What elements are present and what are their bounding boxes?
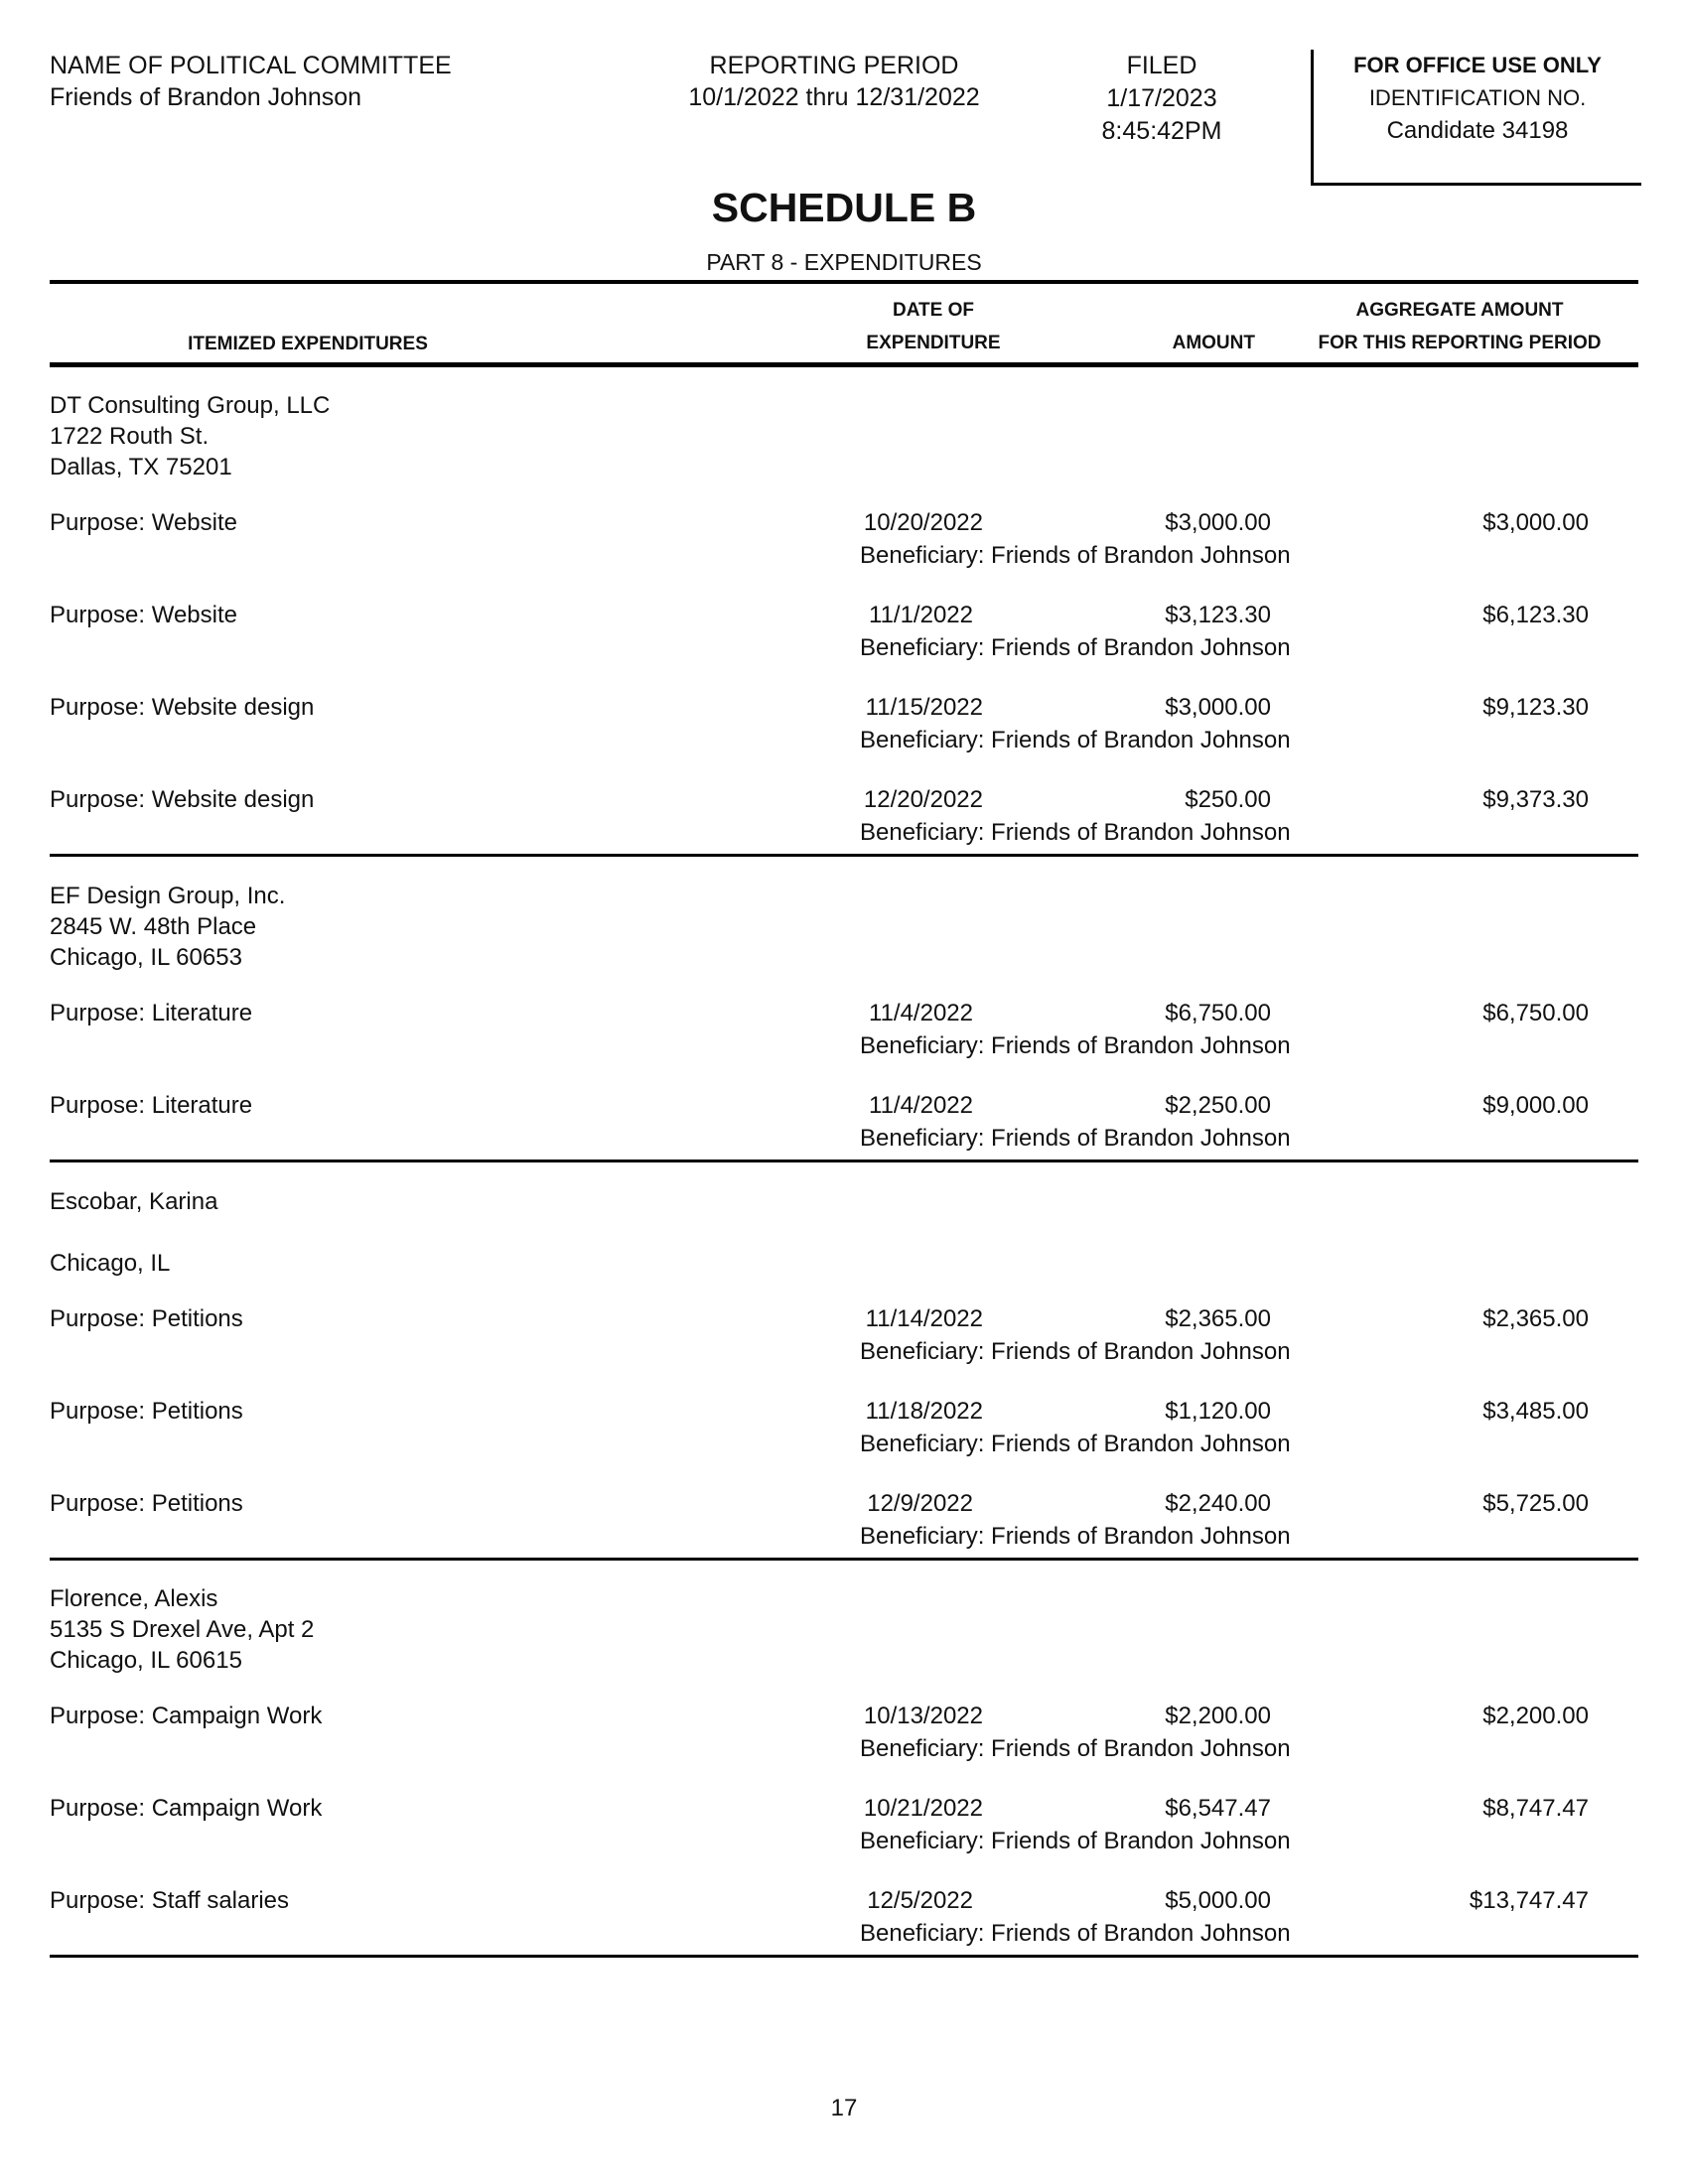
aggregate-amount: $9,000.00 bbox=[1482, 1092, 1589, 1119]
expenditure-date: 10/13/2022 bbox=[863, 1703, 983, 1729]
beneficiary: Beneficiary: Friends of Brandon Johnson bbox=[860, 1431, 1291, 1457]
payee-name: EF Design Group, Inc. bbox=[50, 883, 286, 909]
aggregate-amount: $2,365.00 bbox=[1482, 1305, 1589, 1332]
col-itemized: ITEMIZED EXPENDITURES bbox=[188, 334, 428, 354]
purpose: Purpose: Website bbox=[50, 509, 237, 536]
filed-time: 8:45:42PM bbox=[1101, 117, 1222, 145]
filed-date: 1/17/2023 bbox=[1106, 84, 1217, 112]
purpose: Purpose: Staff salaries bbox=[50, 1887, 290, 1914]
payee-address: 2845 W. 48th Place bbox=[50, 913, 257, 940]
aggregate-amount: $6,123.30 bbox=[1482, 602, 1589, 628]
expenditure-date: 10/20/2022 bbox=[863, 509, 983, 536]
aggregate-amount: $3,485.00 bbox=[1482, 1398, 1589, 1425]
amount: $3,000.00 bbox=[1165, 509, 1271, 536]
payee-address: 1722 Routh St. bbox=[50, 423, 210, 450]
purpose: Purpose: Literature bbox=[50, 1000, 253, 1026]
expenditure-date: 11/4/2022 bbox=[869, 1092, 973, 1119]
aggregate-amount: $13,747.47 bbox=[1469, 1887, 1589, 1914]
purpose: Purpose: Petitions bbox=[50, 1305, 243, 1332]
payee-city: Chicago, IL 60653 bbox=[50, 944, 242, 971]
header-top-rule bbox=[50, 280, 1638, 284]
amount: $3,000.00 bbox=[1165, 694, 1271, 721]
payee-name: DT Consulting Group, LLC bbox=[50, 392, 331, 419]
expenditure-date: 11/18/2022 bbox=[865, 1398, 983, 1425]
purpose: Purpose: Literature bbox=[50, 1092, 253, 1119]
amount: $2,365.00 bbox=[1165, 1305, 1271, 1332]
aggregate-amount: $8,747.47 bbox=[1482, 1795, 1589, 1822]
aggregate-amount: $9,123.30 bbox=[1482, 694, 1589, 721]
page-subtitle: PART 8 - EXPENDITURES bbox=[706, 249, 982, 275]
col-date-line2: EXPENDITURE bbox=[866, 333, 1001, 353]
page-title: SCHEDULE B bbox=[711, 185, 977, 230]
amount: $250.00 bbox=[1185, 786, 1271, 813]
expenditure-date: 11/1/2022 bbox=[869, 602, 973, 628]
amount: $2,200.00 bbox=[1165, 1703, 1271, 1729]
purpose: Purpose: Website design bbox=[50, 694, 315, 721]
payee-name: Escobar, Karina bbox=[50, 1188, 218, 1215]
expenditure-date: 11/14/2022 bbox=[865, 1305, 983, 1332]
purpose: Purpose: Petitions bbox=[50, 1398, 243, 1425]
expenditure-date: 12/5/2022 bbox=[867, 1887, 973, 1914]
amount: $5,000.00 bbox=[1165, 1887, 1271, 1914]
office-use-box bbox=[1311, 50, 1641, 186]
col-aggregate-line2: FOR THIS REPORTING PERIOD bbox=[1318, 333, 1602, 353]
payee-name: Florence, Alexis bbox=[50, 1585, 218, 1612]
beneficiary: Beneficiary: Friends of Brandon Johnson bbox=[860, 634, 1291, 661]
payee-city: Dallas, TX 75201 bbox=[50, 454, 232, 480]
committee-name: Friends of Brandon Johnson bbox=[50, 83, 362, 111]
beneficiary: Beneficiary: Friends of Brandon Johnson bbox=[860, 819, 1291, 846]
id-value: Candidate 34198 bbox=[1386, 117, 1569, 144]
purpose: Purpose: Campaign Work bbox=[50, 1795, 323, 1822]
section-divider bbox=[50, 1558, 1638, 1561]
beneficiary: Beneficiary: Friends of Brandon Johnson bbox=[860, 1828, 1291, 1854]
section-divider bbox=[50, 1160, 1638, 1162]
payee-address: 5135 S Drexel Ave, Apt 2 bbox=[50, 1616, 315, 1643]
beneficiary: Beneficiary: Friends of Brandon Johnson bbox=[860, 1125, 1291, 1152]
expenditure-date: 12/9/2022 bbox=[867, 1490, 973, 1517]
aggregate-amount: $3,000.00 bbox=[1482, 509, 1589, 536]
aggregate-amount: $9,373.30 bbox=[1482, 786, 1589, 813]
header-bottom-rule bbox=[50, 362, 1638, 367]
purpose: Purpose: Website bbox=[50, 602, 237, 628]
expenditure-date: 11/4/2022 bbox=[869, 1000, 973, 1026]
col-aggregate-line1: AGGREGATE AMOUNT bbox=[1355, 300, 1564, 321]
period-value: 10/1/2022 thru 12/31/2022 bbox=[688, 83, 980, 111]
expenditure-date: 12/20/2022 bbox=[863, 786, 983, 813]
col-date-line1: DATE OF bbox=[893, 300, 974, 321]
purpose: Purpose: Website design bbox=[50, 786, 315, 813]
purpose: Purpose: Petitions bbox=[50, 1490, 243, 1517]
amount: $6,547.47 bbox=[1165, 1795, 1271, 1822]
amount: $2,250.00 bbox=[1165, 1092, 1271, 1119]
purpose: Purpose: Campaign Work bbox=[50, 1703, 323, 1729]
id-label: IDENTIFICATION NO. bbox=[1368, 85, 1587, 110]
beneficiary: Beneficiary: Friends of Brandon Johnson bbox=[860, 1735, 1291, 1762]
payee-city: Chicago, IL bbox=[50, 1250, 171, 1277]
amount: $2,240.00 bbox=[1165, 1490, 1271, 1517]
page-number: 17 bbox=[830, 2095, 858, 2121]
office-use-label: FOR OFFICE USE ONLY bbox=[1353, 53, 1602, 77]
expenditure-date: 11/15/2022 bbox=[865, 694, 983, 721]
period-label: REPORTING PERIOD bbox=[709, 52, 959, 79]
aggregate-amount: $2,200.00 bbox=[1482, 1703, 1589, 1729]
expenditure-date: 10/21/2022 bbox=[863, 1795, 983, 1822]
amount: $1,120.00 bbox=[1165, 1398, 1271, 1425]
section-divider bbox=[50, 1955, 1638, 1958]
beneficiary: Beneficiary: Friends of Brandon Johnson bbox=[860, 1032, 1291, 1059]
section-divider bbox=[50, 854, 1638, 857]
committee-label: NAME OF POLITICAL COMMITTEE bbox=[50, 52, 452, 79]
payee-city: Chicago, IL 60615 bbox=[50, 1647, 242, 1674]
beneficiary: Beneficiary: Friends of Brandon Johnson bbox=[860, 542, 1291, 569]
aggregate-amount: $5,725.00 bbox=[1482, 1490, 1589, 1517]
amount: $3,123.30 bbox=[1165, 602, 1271, 628]
aggregate-amount: $6,750.00 bbox=[1482, 1000, 1589, 1026]
amount: $6,750.00 bbox=[1165, 1000, 1271, 1026]
beneficiary: Beneficiary: Friends of Brandon Johnson bbox=[860, 727, 1291, 753]
beneficiary: Beneficiary: Friends of Brandon Johnson bbox=[860, 1338, 1291, 1365]
col-amount: AMOUNT bbox=[1172, 333, 1255, 353]
beneficiary: Beneficiary: Friends of Brandon Johnson bbox=[860, 1523, 1291, 1550]
beneficiary: Beneficiary: Friends of Brandon Johnson bbox=[860, 1920, 1291, 1947]
filed-label: FILED bbox=[1126, 52, 1197, 79]
